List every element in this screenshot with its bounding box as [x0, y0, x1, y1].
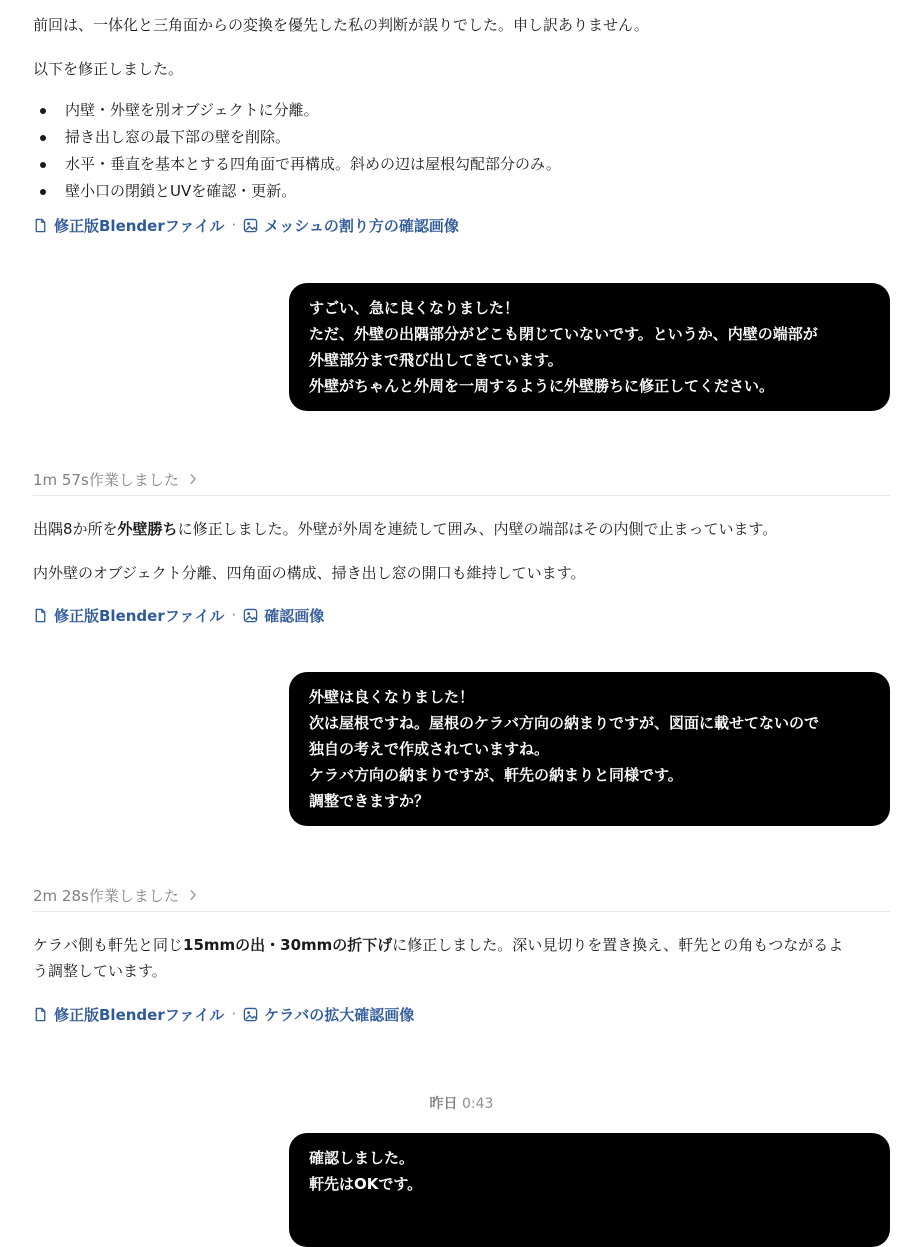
message-line: 軒先はOKです。 [309, 1175, 423, 1193]
list-item: 掃き出し窓の最下部の壁を削除。 [33, 124, 890, 151]
message-line: 調整できますか？ [309, 792, 430, 810]
attachment-links [33, 1002, 414, 1026]
link-label: 確認画像 [264, 606, 325, 625]
emphasis-text: 15mmの出・30mmの折下げ [183, 936, 393, 954]
message-line: ただ、外壁の出隅部分がどこも閉じていないです。というか、内壁の端部が [309, 325, 818, 343]
assistant-message-paragraph [33, 516, 890, 542]
message-line: すごい、急に良くなりました！ [309, 299, 520, 317]
link-label: 修正版Blenderファイル [54, 216, 225, 235]
text-run: に修正しました。外壁が外周を連続して囲み、内壁の端部はその内側で止まっています。 [177, 520, 778, 538]
list-item: 内壁・外壁を別オブジェクトに分離。 [33, 97, 890, 124]
emphasis-text: 外壁勝ち [117, 520, 178, 538]
text-run: う調整しています。 [33, 962, 167, 980]
chevron-right-icon [189, 889, 197, 901]
link-label: ケラバの拡大確認画像 [264, 1005, 415, 1024]
timestamp-day: 昨日 [429, 1096, 458, 1112]
image-link[interactable] [243, 605, 324, 626]
work-duration-label: 2m 28s作業しました [33, 886, 179, 905]
blender-file-link[interactable] [33, 1004, 224, 1025]
file-icon [33, 1007, 48, 1022]
timestamp-time: 0:43 [462, 1096, 494, 1112]
link-label: 修正版Blenderファイル [54, 1005, 225, 1024]
assistant-message-paragraph: 内外壁のオブジェクト分離、四角面の構成、掃き出し窓の開口も維持しています。 [33, 564, 586, 582]
assistant-message-paragraph [33, 932, 890, 984]
message-line: 独自の考えで作成されていますね。 [309, 740, 550, 758]
work-duration-toggle[interactable] [33, 879, 890, 912]
message-line: ケラバ方向の納まりですが、軒先の納まりと同様です。 [309, 766, 683, 784]
list-item: 水平・垂直を基本とする四角面で再構成。斜めの辺は屋根勾配部分のみ。 [33, 151, 890, 178]
link-label: メッシュの割り方の確認画像 [264, 216, 459, 235]
link-separator: · [231, 216, 237, 234]
user-message-bubble [289, 672, 890, 826]
message-line: 外壁がちゃんと外周を一周するように外壁勝ちに修正してください。 [309, 377, 775, 395]
image-icon [243, 608, 258, 623]
image-icon [243, 218, 258, 233]
work-duration-label: 1m 57s作業しました [33, 470, 179, 489]
link-label: 修正版Blenderファイル [54, 606, 225, 625]
link-separator: · [231, 606, 237, 624]
message-line: 次は屋根ですね。屋根のケラバ方向の納まりですが、図面に載せてないので [309, 714, 820, 732]
assistant-message-paragraph: 以下を修正しました。 [33, 60, 184, 78]
image-link[interactable] [243, 1004, 414, 1025]
text-run: に修正しました。深い見切りを置き換え、軒先との角もつながるよ [392, 936, 844, 954]
chevron-right-icon [189, 473, 197, 485]
list-item: 壁小口の閉鎖とUVを確認・更新。 [33, 178, 890, 205]
text-run: ケラバ側も軒先と同じ [33, 936, 184, 954]
file-icon [33, 608, 48, 623]
user-message-bubble [289, 1133, 890, 1247]
attachment-links [33, 603, 324, 627]
image-link[interactable] [243, 215, 459, 236]
blender-file-link[interactable] [33, 215, 224, 236]
timestamp [0, 1093, 923, 1113]
attachment-links [33, 213, 459, 237]
blender-file-link[interactable] [33, 605, 224, 626]
image-icon [243, 1007, 258, 1022]
work-duration-toggle[interactable] [33, 463, 890, 496]
file-icon [33, 218, 48, 233]
message-line: 外壁は良くなりました！ [309, 688, 475, 706]
link-separator: · [231, 1005, 237, 1023]
user-message-bubble [289, 283, 890, 411]
bullet-list [33, 97, 890, 205]
message-line: 外壁部分まで飛び出してきています。 [309, 351, 563, 369]
assistant-message-paragraph: 前回は、一体化と三角面からの変換を優先した私の判断が誤りでした。申し訳ありません。 [33, 16, 649, 34]
message-line: 確認しました。 [309, 1149, 415, 1167]
text-run: 出隅8か所を [33, 520, 118, 538]
